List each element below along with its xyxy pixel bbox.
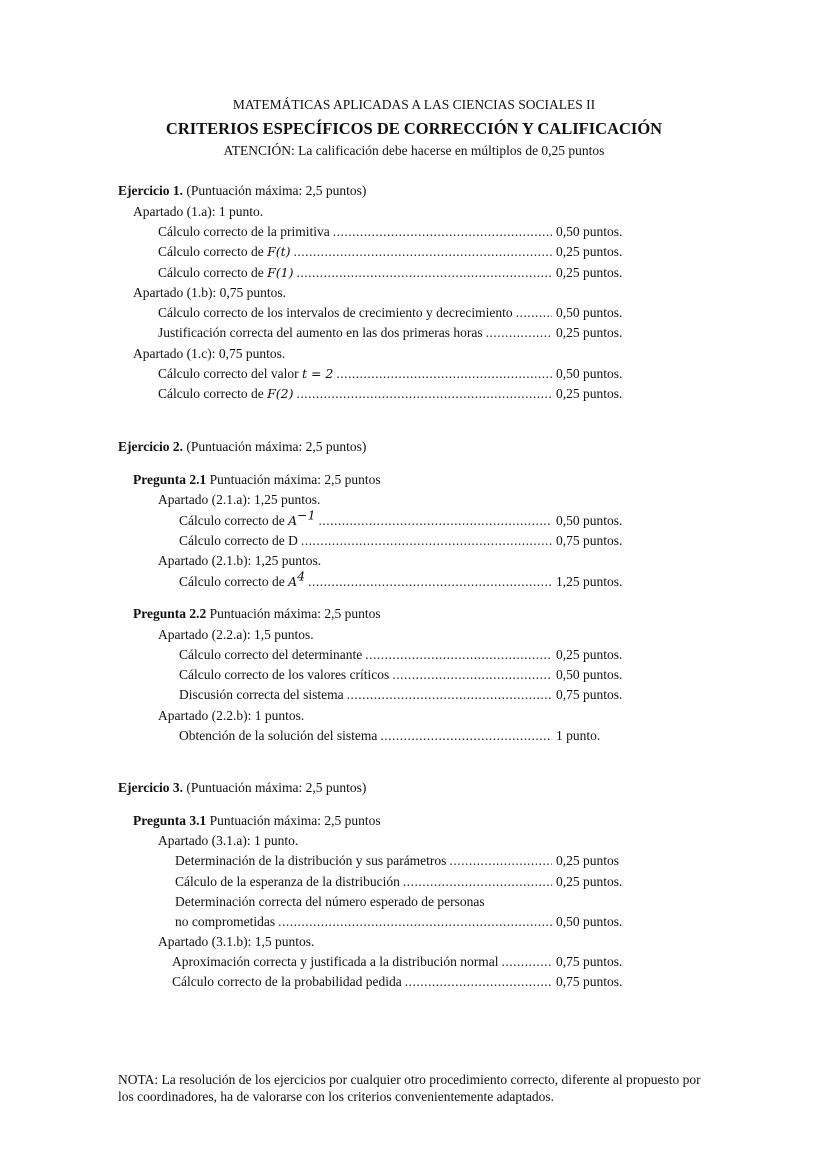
subject-heading: MATEMÁTICAS APLICADAS A LAS CIENCIAS SOCIALES II xyxy=(232,97,596,112)
criterion-label: Aproximación correcta y justificada a la distribución normal xyxy=(172,954,499,969)
criterion-points: 0,75 puntos. xyxy=(556,954,623,969)
question-2-1-title: Pregunta 2.1 xyxy=(133,472,207,487)
section-1a: Apartado (1.a): 1 punto. xyxy=(133,204,264,219)
math-expression: A xyxy=(288,574,298,589)
criterion-label: Cálculo correcto de D xyxy=(179,533,298,548)
criterion-label: Cálculo correcto de $A^4$ xyxy=(179,568,306,589)
criterion-points: 1 punto. xyxy=(556,728,601,743)
criterion-row xyxy=(172,973,628,990)
criterion-points: 0,75 puntos. xyxy=(556,974,623,989)
math-expression: F(2) xyxy=(267,386,294,401)
criterion-points: 0,50 puntos. xyxy=(556,366,623,381)
question-3-1-max: Puntuación máxima: 2,5 puntos xyxy=(206,813,381,828)
math-expression: A xyxy=(288,513,298,528)
criterion-row xyxy=(158,243,628,260)
criterion-row xyxy=(179,666,628,683)
footnote: NOTA: La resolución de los ejercicios por cualquier otro procedimiento correcto, diferente al propuesto por los coordinadores, ha de valorarse con los criterios convenientemente adaptados. xyxy=(118,1072,701,1104)
question-2-2-heading xyxy=(133,605,381,622)
question-2-1-heading xyxy=(133,471,381,488)
criterion-label: Cálculo correcto de los intervalos de crecimiento y decrecimiento xyxy=(158,305,513,320)
document-title: CRITERIOS ESPECÍFICOS DE CORRECCIÓN Y CALIFICACIÓN xyxy=(165,119,663,138)
section-3-1a: Apartado (3.1.a): 1 punto. xyxy=(158,833,299,848)
criterion-points: 0,25 puntos. xyxy=(556,647,623,662)
leader-dots xyxy=(405,973,552,990)
criterion-row xyxy=(179,507,628,529)
leader-dots xyxy=(449,852,552,869)
criterion-points: 0,50 puntos. xyxy=(556,513,623,528)
exercise-1-title: Ejercicio 1. xyxy=(118,183,183,198)
criterion-points: 0,25 puntos. xyxy=(556,386,623,401)
criterion-label: Cálculo correcto de F(t) xyxy=(158,244,291,259)
leader-dots xyxy=(336,365,552,382)
section-2-2a: Apartado (2.2.a): 1,5 puntos. xyxy=(158,627,314,642)
criterion-points: 0,25 puntos. xyxy=(556,265,623,280)
criterion-label: Discusión correcta del sistema xyxy=(179,687,344,702)
criterion-row xyxy=(179,686,628,703)
section-3-1b: Apartado (3.1.b): 1,5 puntos. xyxy=(158,934,315,949)
criterion-row xyxy=(175,873,628,890)
question-3-1-heading xyxy=(133,812,381,829)
criterion-row xyxy=(158,304,628,321)
criterion-points: 0,25 puntos. xyxy=(556,874,623,889)
criterion-row xyxy=(179,646,628,663)
exercise-2-max: (Puntuación máxima: 2,5 puntos) xyxy=(186,439,367,454)
exercise-2-title: Ejercicio 2. xyxy=(118,439,183,454)
criterion-label: Cálculo correcto de la probabilidad pedida xyxy=(172,974,402,989)
criterion-row xyxy=(158,223,628,240)
exercise-3-heading xyxy=(118,779,366,796)
criterion-label: Obtención de la solución del sistema xyxy=(179,728,378,743)
criterion-row xyxy=(158,264,628,281)
criterion-points: 0,25 puntos. xyxy=(556,325,623,340)
leader-dots xyxy=(347,686,552,703)
leader-dots xyxy=(308,573,552,590)
leader-dots xyxy=(278,913,552,930)
section-2-2b: Apartado (2.2.b): 1 puntos. xyxy=(158,708,305,723)
criterion-points: 1,25 puntos. xyxy=(556,574,623,589)
section-2-1b: Apartado (2.1.b): 1,25 puntos. xyxy=(158,553,322,568)
criterion-label: Cálculo correcto de F(2) xyxy=(158,386,294,401)
criterion-points: 0,25 puntos xyxy=(556,853,620,868)
leader-dots xyxy=(392,666,552,683)
question-2-1-max: Puntuación máxima: 2,5 puntos xyxy=(206,472,381,487)
section-2-1a: Apartado (2.1.a): 1,25 puntos. xyxy=(158,492,321,507)
criterion-label: Justificación correcta del aumento en las dos primeras horas xyxy=(158,325,483,340)
leader-dots xyxy=(365,646,552,663)
math-expression: F(1) xyxy=(267,265,294,280)
section-1c: Apartado (1.c): 0,75 puntos. xyxy=(133,346,286,361)
exercise-1-max: (Puntuación máxima: 2,5 puntos) xyxy=(186,183,367,198)
leader-dots xyxy=(294,243,552,260)
criterion-points: 0,75 puntos. xyxy=(556,533,623,548)
criterion-row xyxy=(172,953,628,970)
criterion-label: Determinación de la distribución y sus parámetros xyxy=(175,853,447,868)
criterion-row xyxy=(175,852,628,869)
exercise-3-title: Ejercicio 3. xyxy=(118,780,183,795)
question-2-2-max: Puntuación máxima: 2,5 puntos xyxy=(206,606,381,621)
criterion-row xyxy=(179,568,628,590)
leader-dots xyxy=(296,264,552,281)
criterion-row xyxy=(158,385,628,402)
criterion-row xyxy=(179,727,628,744)
criterion-row xyxy=(175,913,628,930)
math-expression: F(t) xyxy=(267,244,291,259)
leader-dots xyxy=(486,324,552,341)
criterion-points: 0,50 puntos. xyxy=(556,224,623,239)
leader-dots xyxy=(301,532,552,549)
criterion-label: Determinación correcta del número esperado de personas xyxy=(175,894,485,909)
criterion-points: 0,25 puntos. xyxy=(556,244,623,259)
criterion-points: 0,50 puntos. xyxy=(556,667,623,682)
criterion-label: Cálculo correcto de $A^{-1}$ xyxy=(179,507,316,528)
leader-dots xyxy=(333,223,552,240)
section-1b: Apartado (1.b): 0,75 puntos. xyxy=(133,285,286,300)
leader-dots xyxy=(380,727,552,744)
leader-dots xyxy=(502,953,552,970)
criterion-label: Cálculo correcto del valor t = 2 xyxy=(158,366,334,381)
criterion-row xyxy=(179,532,628,549)
criterion-points: 0,75 puntos. xyxy=(556,687,623,702)
question-3-1-title: Pregunta 3.1 xyxy=(133,813,207,828)
exercise-3-max: (Puntuación máxima: 2,5 puntos) xyxy=(186,780,367,795)
attention-note: ATENCIÓN: La calificación debe hacerse en múltiplos de 0,25 puntos xyxy=(223,143,605,158)
criterion-points: 0,50 puntos. xyxy=(556,914,623,929)
leader-dots xyxy=(319,512,552,529)
math-expression: t = 2 xyxy=(301,366,334,381)
question-2-2-title: Pregunta 2.2 xyxy=(133,606,207,621)
leader-dots xyxy=(296,385,552,402)
criterion-label: no comprometidas xyxy=(175,914,276,929)
criterion-label: Cálculo correcto de la primitiva xyxy=(158,224,330,239)
leader-dots xyxy=(403,873,552,890)
leader-dots xyxy=(516,304,552,321)
criterion-label: Cálculo correcto del determinante xyxy=(179,647,363,662)
criterion-label: Cálculo correcto de los valores críticos xyxy=(179,667,390,682)
exercise-1-heading xyxy=(118,182,366,199)
criterion-points: 0,50 puntos. xyxy=(556,305,623,320)
criterion-label: Cálculo correcto de F(1) xyxy=(158,265,294,280)
exercise-2-heading xyxy=(118,438,366,455)
criterion-row xyxy=(158,324,628,341)
criterion-label: Cálculo de la esperanza de la distribución xyxy=(175,874,400,889)
criterion-row xyxy=(158,365,628,382)
